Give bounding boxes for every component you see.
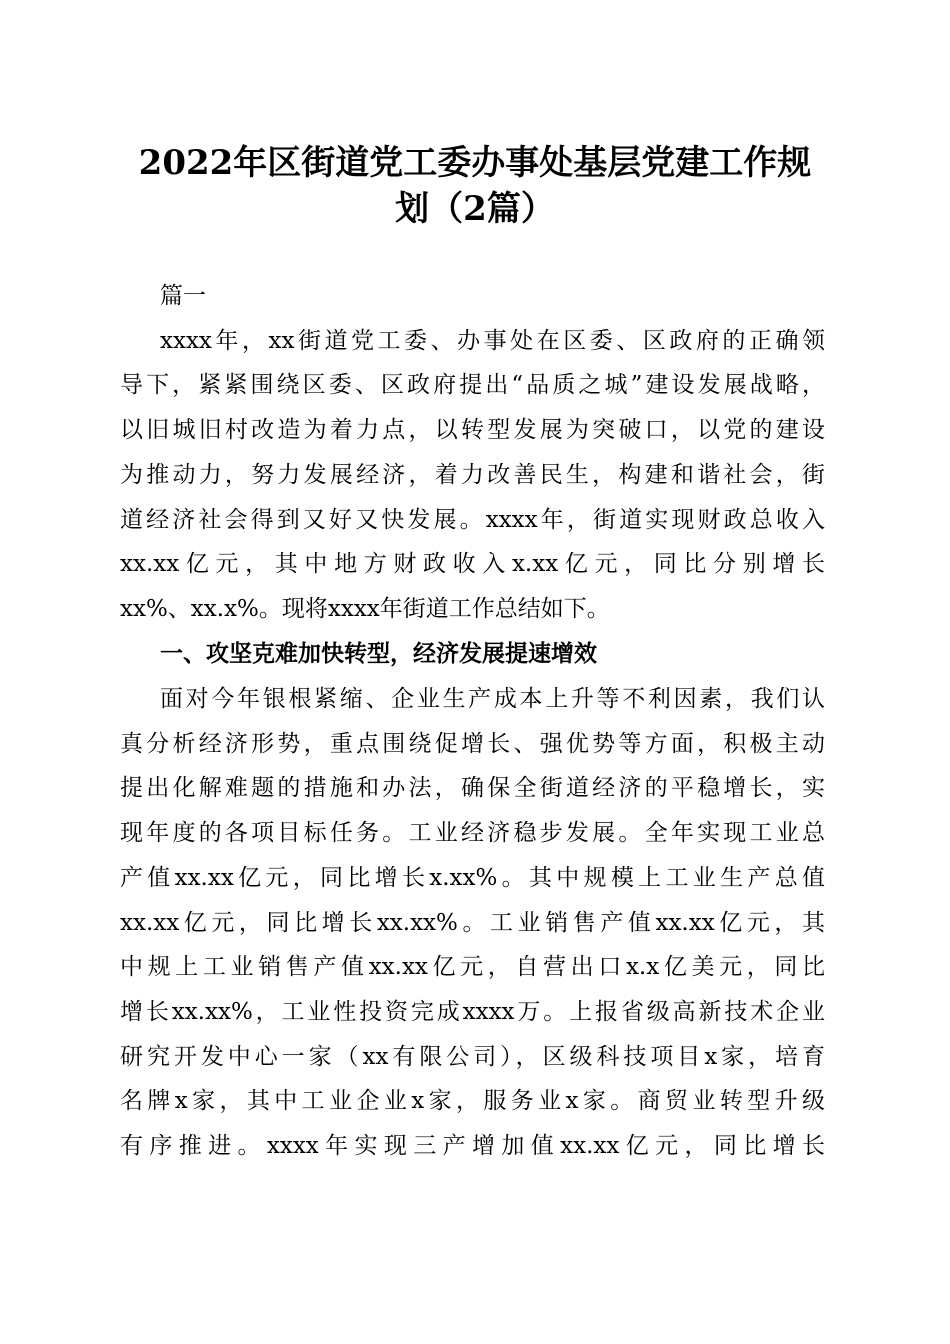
paragraph-line: 产值xx.xx亿元，同比增长x.xx%。其中规模上工业生产总值 [120,865,825,891]
paragraph-line: 导下，紧紧围绕区委、区政府提出“品质之城”建设发展战略， [120,372,825,398]
paragraph-line: 增长xx.xx%，工业性投资完成xxxx万。上报省级高新技术企业 [120,999,825,1025]
paragraph-line: 面对今年银根紧缩、企业生产成本上升等不利因素，我们认 [160,686,825,712]
paragraph-line: xx.xx亿元，其中地方财政收入x.xx亿元，同比分别增长 [120,551,825,577]
paragraph-line: 以旧城旧村改造为着力点，以转型发展为突破口，以党的建设 [120,417,825,443]
paragraph-line: xx.xx亿元，同比增长xx.xx%。工业销售产值xx.xx亿元，其 [120,910,825,936]
section-label: 篇一 [160,283,206,309]
paragraph-line: 真分析经济形势，重点围绕促增长、强优势等方面，积极主动 [120,731,825,757]
paragraph-line: 为推动力，努力发展经济，着力改善民生，构建和谐社会，街 [120,462,825,488]
paragraph-line: 道经济社会得到又好又快发展。xxxx年，街道实现财政总收入 [120,507,825,533]
title-line-2: 划（2篇） [395,189,555,229]
paragraph-line: 有序推进。xxxx年实现三产增加值xx.xx亿元，同比增长 [120,1133,825,1159]
paragraph-line: 研究开发中心一家（xx有限公司），区级科技项目x家，培育 [120,1044,825,1070]
paragraph-line: xx%、xx.x%。现将xxxx年街道工作总结如下。 [120,596,610,622]
paragraph-line: 现年度的各项目标任务。工业经济稳步发展。全年实现工业总 [120,820,825,846]
section-heading: 一、攻坚克难加快转型，经济发展提速增效 [160,641,597,667]
document-title [110,140,840,232]
paragraph-line: 名牌x家，其中工业企业x家，服务业x家。商贸业转型升级 [120,1088,825,1114]
paragraph-line: 提出化解难题的措施和办法，确保全街道经济的平稳增长，实 [120,775,825,801]
paragraph-line: 中规上工业销售产值xx.xx亿元，自营出口x.x亿美元，同比 [120,954,825,980]
title-line-1: 2022年区街道党工委办事处基层党建工作规 [138,143,812,183]
paragraph-line: xxxx年，xx街道党工委、办事处在区委、区政府的正确领 [160,328,825,354]
